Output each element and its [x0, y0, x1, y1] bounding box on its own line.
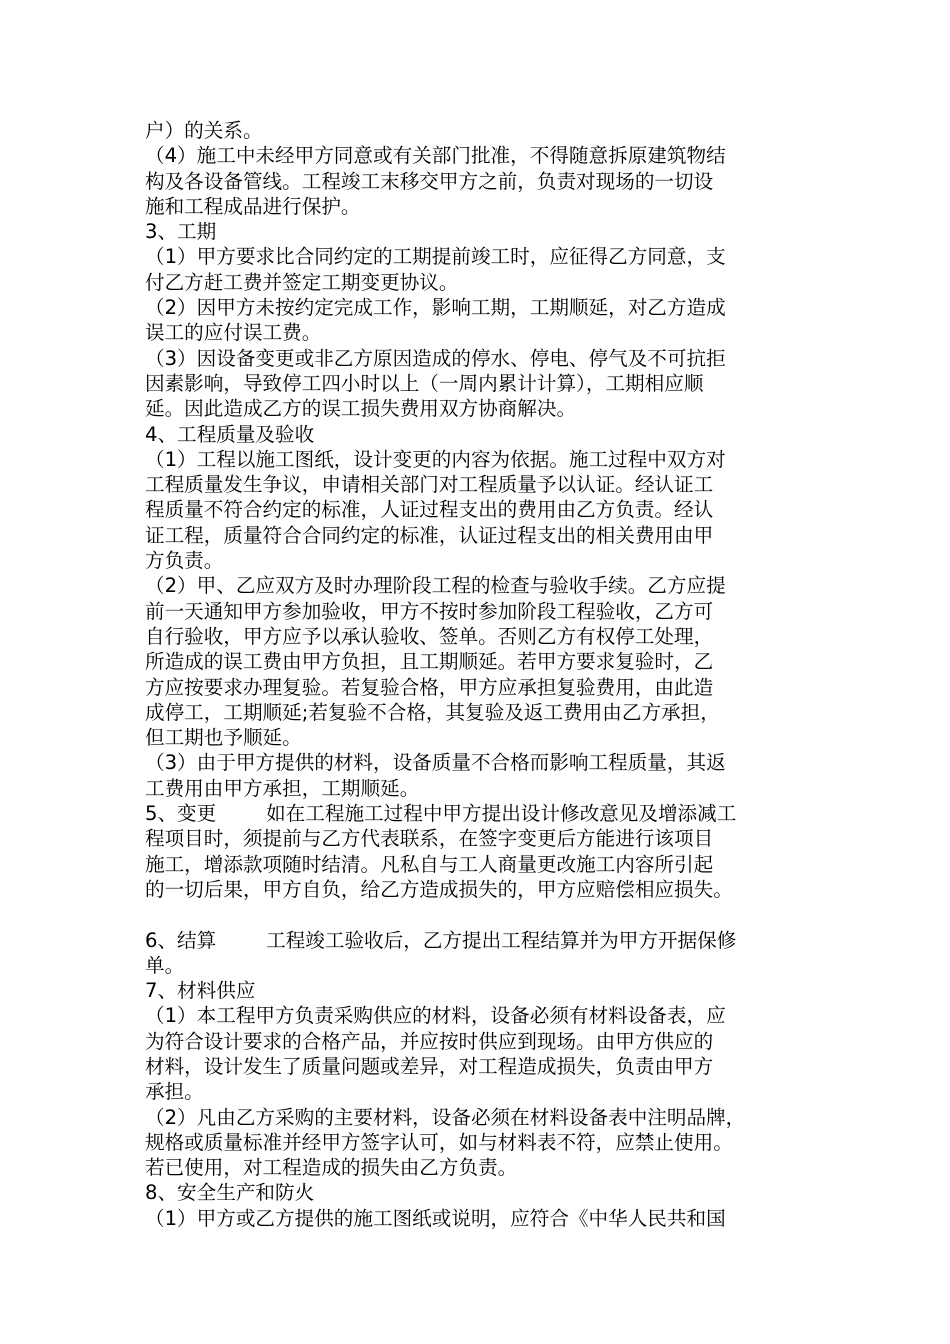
text-line: 为符合设计要求的合格产品，并应按时供应到现场。由甲方供应的: [145, 1029, 714, 1053]
text-line: （3）因设备变更或非乙方原因造成的停水、停电、停气及不可抗拒: [145, 346, 726, 370]
section-heading: 8、安全生产和防火: [145, 1181, 315, 1205]
text-line: 前一天通知甲方参加验收，甲方不按时参加阶段工程验收，乙方可: [145, 599, 714, 623]
text-line: 施工，增添款项随时结清。凡私自与工人商量更改施工内容所引起: [145, 852, 714, 876]
text-line: 承担。: [145, 1080, 204, 1104]
text-line: （1）甲方要求比合同约定的工期提前竣工时，应征得乙方同意，支: [145, 245, 726, 269]
text-line: 方负责。: [145, 549, 224, 573]
text-line: 程项目时，须提前与乙方代表联系，在签字变更后方能进行该项目: [145, 827, 714, 851]
section-heading: 5、变更 如在工程施工过程中甲方提出设计修改意见及增添减工: [145, 802, 737, 826]
text-line: 方应按要求办理复验。若复验合格，甲方应承担复验费用，由此造: [145, 675, 714, 699]
text-line: （2）凡由乙方采购的主要材料，设备必须在材料设备表中注明品牌，: [145, 1105, 746, 1129]
text-line: 所造成的误工费由甲方负担，且工期顺延。若甲方要求复验时，乙: [145, 650, 714, 674]
section-heading: 6、结算 工程竣工验收后，乙方提出工程结算并为甲方开据保修: [145, 928, 737, 952]
section-heading: 7、材料供应: [145, 979, 256, 1003]
section-heading: 3、工期: [145, 220, 217, 244]
text-line: 若已使用，对工程造成的损失由乙方负责。: [145, 1156, 518, 1180]
text-line: 但工期也予顺延。: [145, 726, 302, 750]
text-line: （2）因甲方未按约定完成工作，影响工期，工期顺延，对乙方造成: [145, 296, 726, 320]
text-line: 误工的应付误工费。: [145, 321, 322, 345]
text-line: 付乙方赶工费并签定工期变更协议。: [145, 270, 459, 294]
text-line: （1）工程以施工图纸，设计变更的内容为依据。施工过程中双方对: [145, 447, 726, 471]
text-line: 工费用由甲方承担，工期顺延。: [145, 776, 420, 800]
text-line: 工程质量发生争议，申请相关部门对工程质量予以认证。经认证工: [145, 473, 714, 497]
text-line: 程质量不符合约定的标准，人证过程支出的费用由乙方负责。经认: [145, 498, 714, 522]
blank-line: [145, 902, 810, 927]
text-line: 材料，设计发生了质量问题或差异，对工程造成损失，负责由甲方: [145, 1054, 714, 1078]
text-line: （2）甲、乙应双方及时办理阶段工程的检查与验收手续。乙方应提: [145, 574, 726, 598]
section-heading: 4、工程质量及验收: [145, 422, 315, 446]
text-line: 自行验收，甲方应予以承认验收、签单。否则乙方有权停工处理，: [145, 624, 714, 648]
text-line: （1）本工程甲方负责采购供应的材料，设备必须有材料设备表，应: [145, 1004, 726, 1028]
text-line: （3）由于甲方提供的材料，设备质量不合格而影响工程质量，其返: [145, 751, 726, 775]
text-line: 施和工程成品进行保护。: [145, 194, 361, 218]
text-line: 证工程，质量符合合同约定的标准，认证过程支出的相关费用由甲: [145, 523, 714, 547]
text-line: 的一切后果，甲方自负，给乙方造成损失的，甲方应赔偿相应损失。: [145, 877, 733, 901]
text-line: 规格或质量标准并经甲方签字认可，如与材料表不符，应禁止使用。: [145, 1130, 733, 1154]
text-line: 户）的关系。: [145, 119, 263, 142]
document-page: [145, 118, 810, 1231]
text-line: 延。因此造成乙方的误工损失费用双方协商解决。: [145, 397, 577, 421]
text-line: （1）甲方或乙方提供的施工图纸或说明，应符合《中华人民共和国: [145, 1206, 726, 1230]
text-line: 单。: [145, 953, 185, 977]
text-line: 因素影响，导致停工四小时以上（一周内累计计算），工期相应顺: [145, 371, 704, 395]
text-line: 成停工，工期顺延;若复验不合格，其复验及返工费用由乙方承担，: [145, 700, 720, 724]
text-line: 构及各设备管线。工程竣工末移交甲方之前，负责对现场的一切设: [145, 169, 714, 193]
text-line: （4）施工中未经甲方同意或有关部门批准，不得随意拆原建筑物结: [145, 144, 726, 168]
